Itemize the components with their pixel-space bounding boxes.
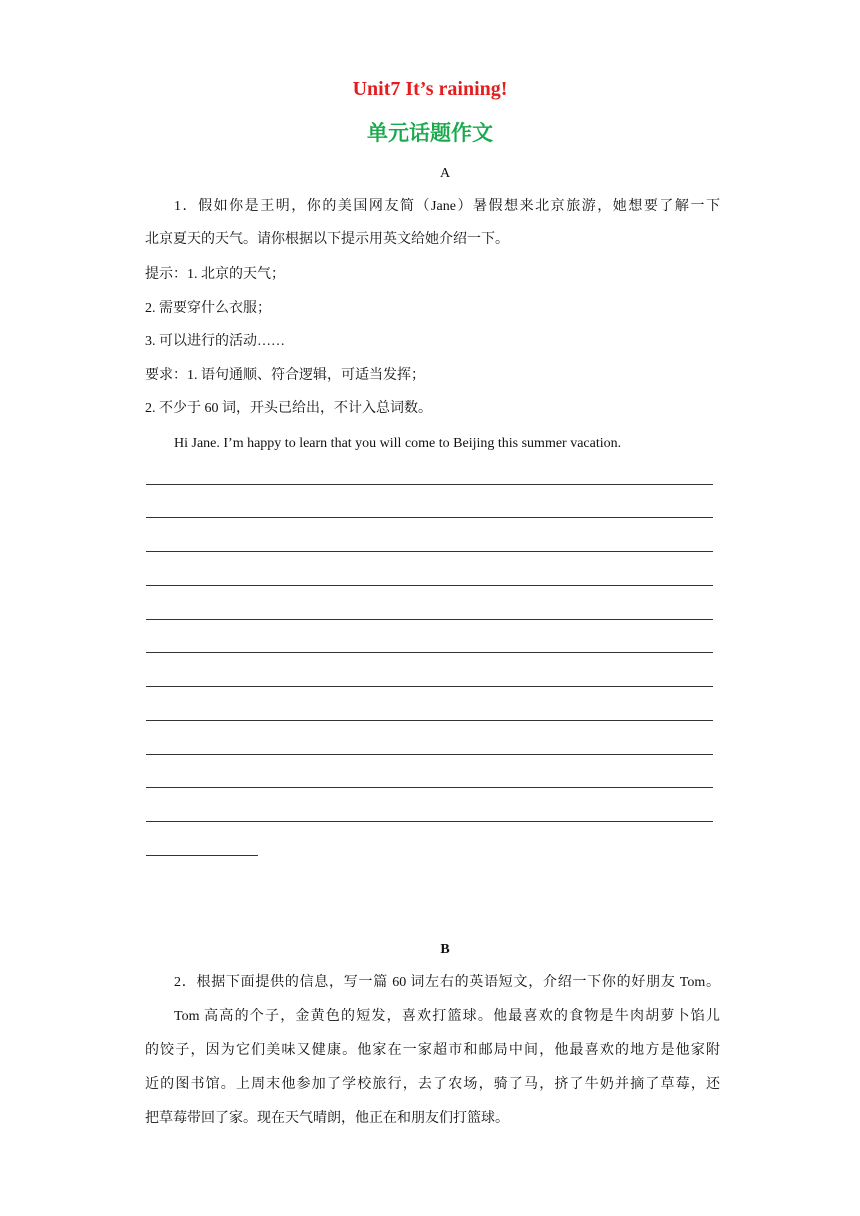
- requirement-1: 要求：1. 语句通顺、符合逻辑，可适当发挥；: [145, 368, 425, 383]
- answer-line[interactable]: [146, 517, 713, 518]
- requirement-2: 2. 不少于 60 词，开头已给出，不计入总词数。: [145, 401, 432, 416]
- section-a-label: A: [439, 166, 451, 181]
- answer-line[interactable]: [146, 551, 713, 552]
- page-title: Unit7 It’s raining!: [352, 78, 508, 100]
- answer-line[interactable]: [146, 855, 258, 856]
- question-1-line-2: 北京夏天的天气。请你根据以下提示用英文给她介绍一下。: [145, 232, 509, 247]
- answer-line[interactable]: [146, 484, 713, 485]
- answer-line[interactable]: [146, 585, 713, 586]
- question-1-line-1: 1．假如你是王明，你的美国网友简（Jane）暑假想来北京旅游，她想要了解一下: [174, 199, 720, 214]
- info-line-1: Tom 高高的个子，金黄色的短发，喜欢打篮球。他最喜欢的食物是牛肉胡萝卜馅儿: [174, 1009, 720, 1024]
- answer-line[interactable]: [146, 754, 713, 755]
- hint-1: 提示：1. 北京的天气；: [145, 267, 285, 282]
- page-subtitle: 单元话题作文: [367, 121, 493, 145]
- question-2: 2．根据下面提供的信息，写一篇 60 词左右的英语短文，介绍一下你的好朋友 Tom。: [174, 975, 720, 990]
- section-b-label: B: [440, 942, 450, 957]
- answer-line[interactable]: [146, 821, 713, 822]
- answer-line[interactable]: [146, 720, 713, 721]
- answer-line[interactable]: [146, 619, 713, 620]
- info-line-4: 把草莓带回了家。现在天气晴朗，他正在和朋友们打篮球。: [145, 1111, 509, 1126]
- answer-line[interactable]: [146, 787, 713, 788]
- info-line-3: 近的图书馆。上周末他参加了学校旅行，去了农场，骑了马，挤了牛奶并摘了草莓，还: [145, 1077, 720, 1092]
- answer-line[interactable]: [146, 686, 713, 687]
- answer-line[interactable]: [146, 652, 713, 653]
- hint-3: 3. 可以进行的活动……: [145, 334, 285, 349]
- opening-sentence: Hi Jane. I’m happy to learn that you will come to Beijing this summer vacation.: [174, 436, 622, 451]
- info-line-2: 的饺子，因为它们美味又健康。他家在一家超市和邮局中间，他最喜欢的地方是他家附: [145, 1043, 720, 1058]
- hint-2: 2. 需要穿什么衣服；: [145, 301, 271, 316]
